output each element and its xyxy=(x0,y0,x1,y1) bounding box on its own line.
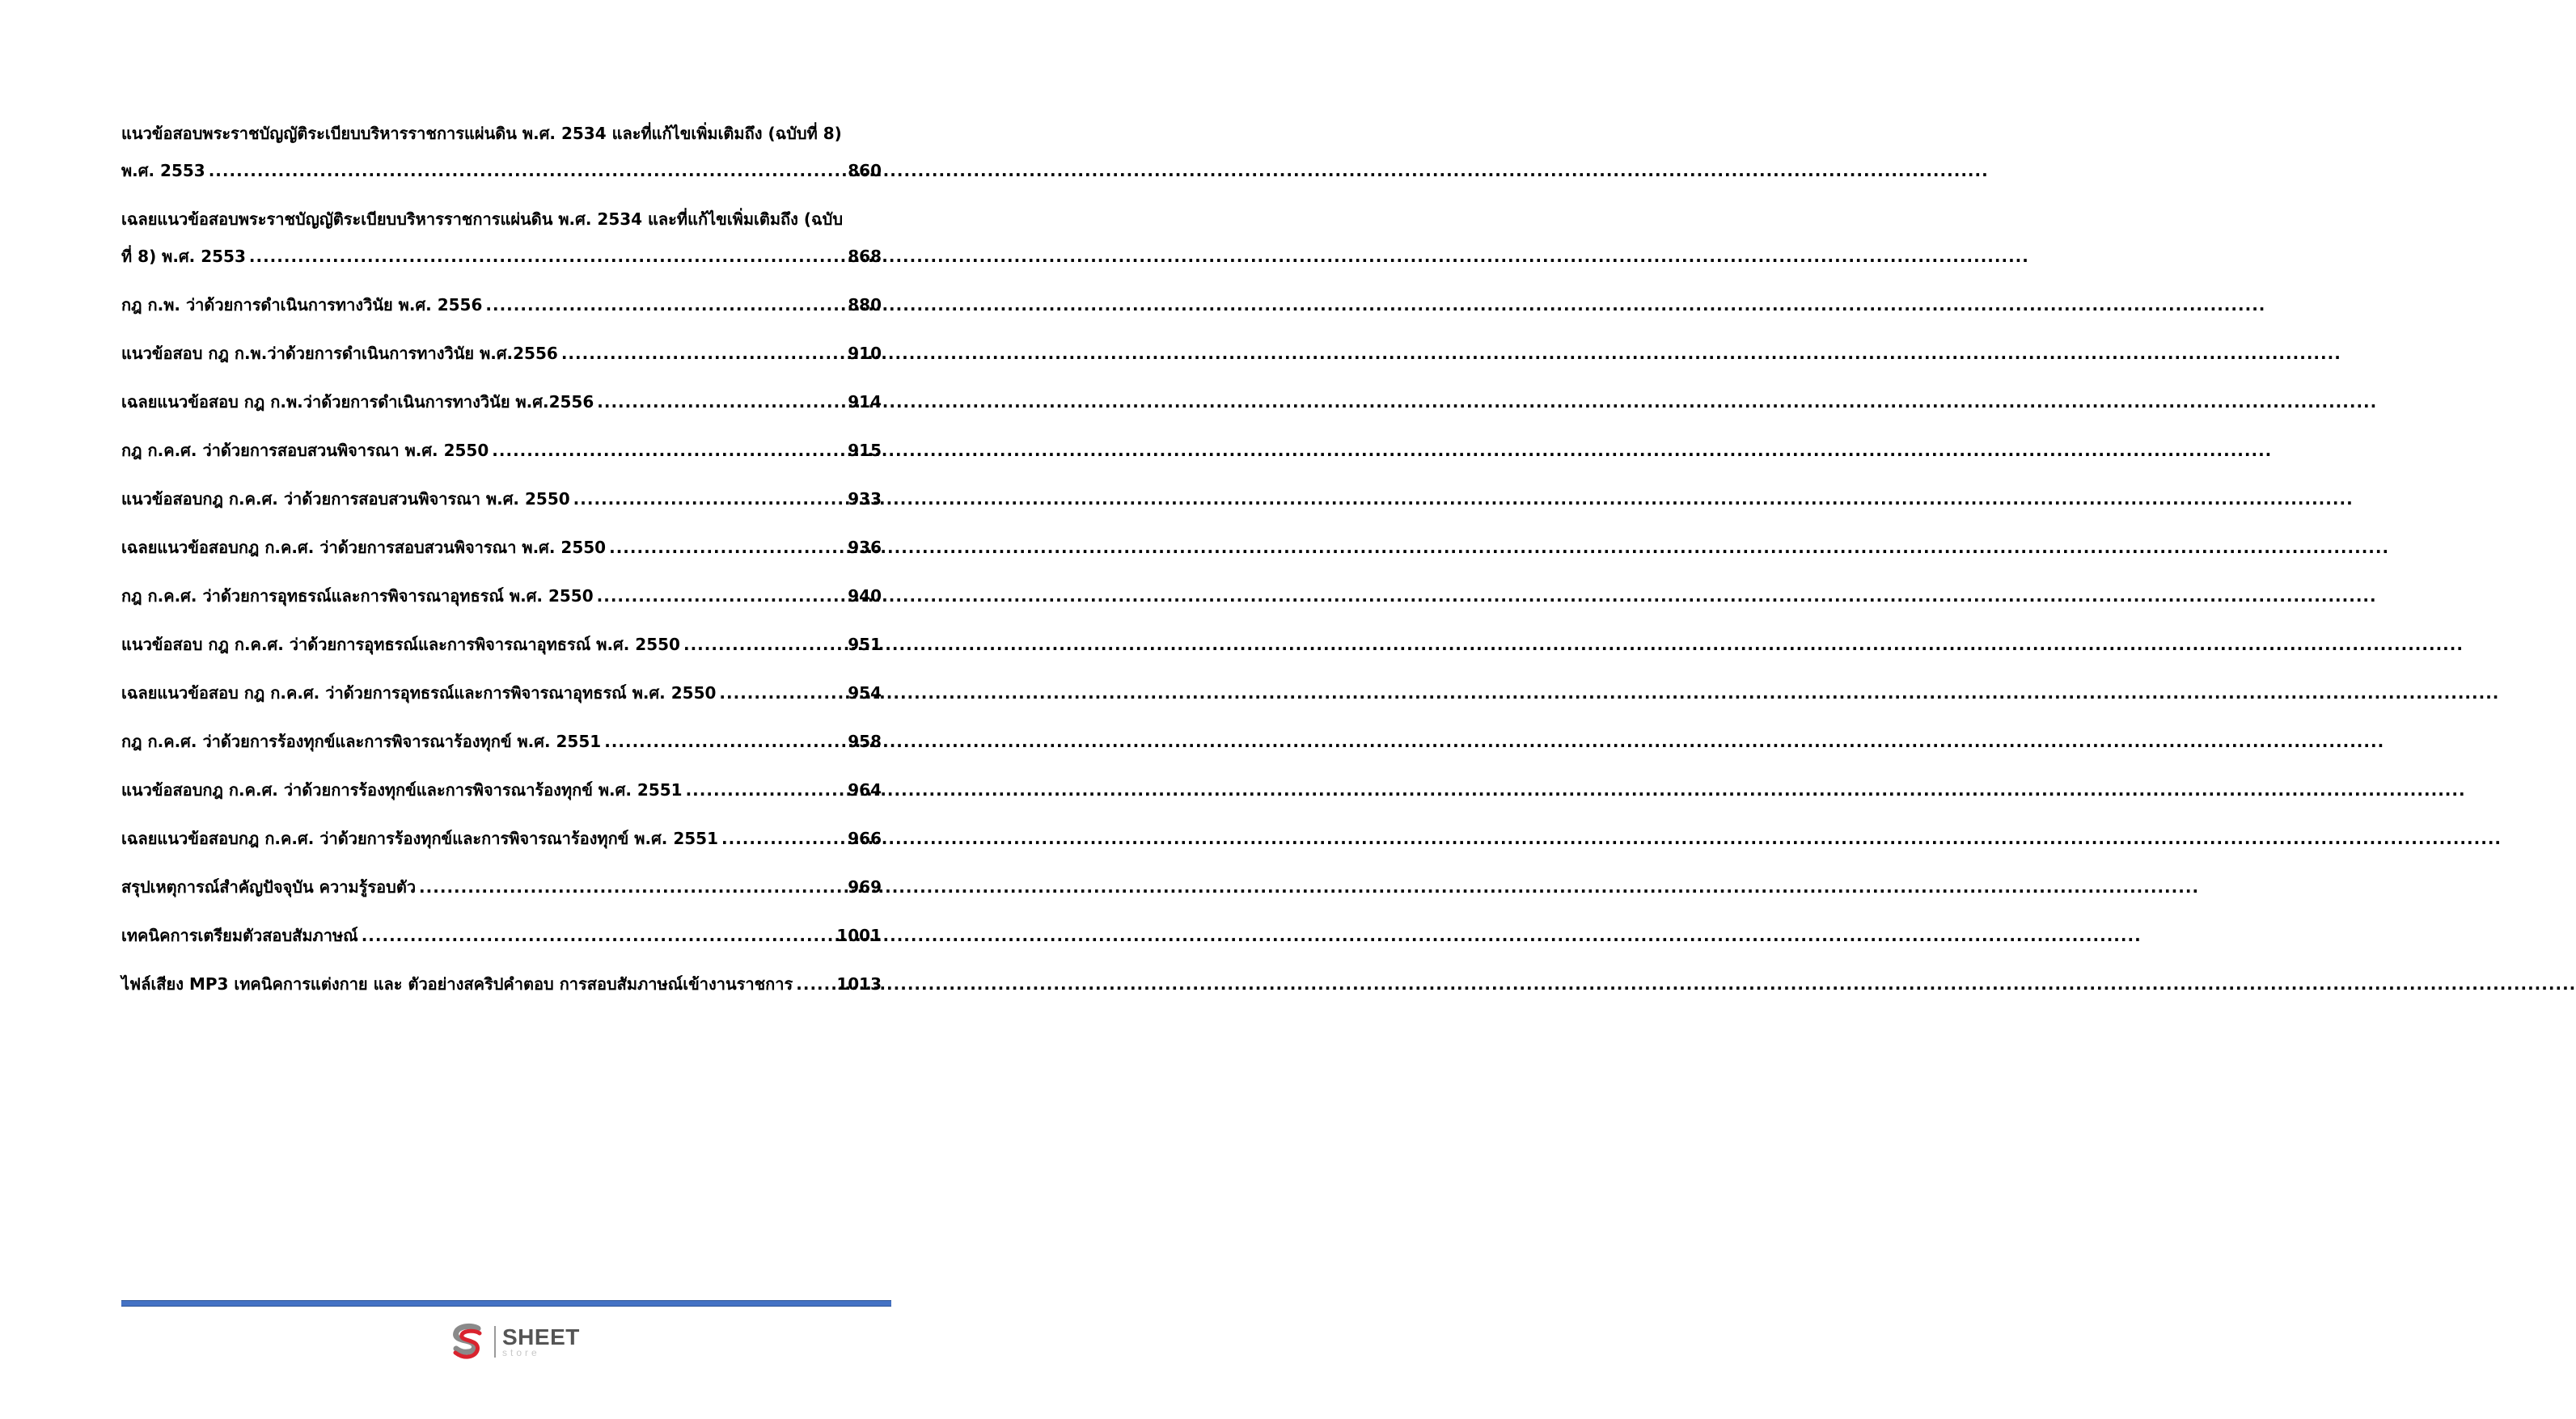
toc-entry-page: 868 xyxy=(848,247,882,266)
toc-entry-page: 936 xyxy=(848,538,882,557)
toc-entry[interactable] xyxy=(121,293,882,317)
toc-entry[interactable] xyxy=(121,632,882,657)
dot-leader xyxy=(683,632,844,657)
toc-entry[interactable] xyxy=(121,923,882,948)
toc-entry-title: พ.ศ. 2553 xyxy=(121,161,205,180)
toc-entry-page: 860 xyxy=(848,161,882,180)
toc-entry-title: ไฟล์เสียง MP3 เทคนิคการแต่งกาย และ ตัวอย่างสคริปคำตอบ การสอบสัมภาษณ์เข้างานราชการ xyxy=(121,974,793,994)
table-of-contents xyxy=(121,121,882,1020)
toc-entry-page: 933 xyxy=(848,489,882,509)
toc-entry-title: กฎ ก.ค.ศ. ว่าด้วยการอุทธรณ์และการพิจารณาอุทธรณ์ พ.ศ. 2550 xyxy=(121,586,594,606)
toc-entry[interactable] xyxy=(121,826,882,851)
toc-entry-title: สรุปเหตุการณ์สำคัญปัจจุบัน ความรู้รอบตัว xyxy=(121,877,417,897)
toc-entry-title: กฎ ก.ค.ศ. ว่าด้วยการร้องทุกข์และการพิจารณาร้องทุกข์ พ.ศ. 2551 xyxy=(121,732,602,751)
dot-leader xyxy=(796,972,833,996)
dot-leader xyxy=(209,158,845,183)
toc-entry-page: 1013 xyxy=(836,974,882,994)
toc-entry[interactable] xyxy=(121,438,882,462)
dot-leader xyxy=(604,729,844,754)
toc-entry[interactable] xyxy=(121,121,882,183)
toc-entry-title: เฉลยแนวข้อสอบ กฎ ก.พ.ว่าด้วยการดำเนินการทางวินัย พ.ศ.2556 xyxy=(121,392,594,412)
dot-leader xyxy=(573,487,845,511)
dot-leader xyxy=(362,923,834,948)
dot-leader xyxy=(485,293,844,317)
dot-leader xyxy=(609,535,844,560)
toc-entry-page: 915 xyxy=(848,441,882,460)
toc-entry[interactable] xyxy=(121,875,882,899)
toc-entry-page: 966 xyxy=(848,829,882,848)
toc-entry-page: 964 xyxy=(848,780,882,800)
toc-entry-title: เทคนิคการเตรียมตัวสอบสัมภาษณ์ xyxy=(121,926,358,945)
toc-entry-page: 954 xyxy=(848,683,882,703)
dot-leader xyxy=(561,341,844,365)
toc-entry-title: กฎ ก.ค.ศ. ว่าด้วยการสอบสวนพิจารณา พ.ศ. 2550 xyxy=(121,441,489,460)
toc-entry-page: 910 xyxy=(848,344,882,363)
toc-entry-page: 940 xyxy=(848,586,882,606)
sheet-store-logo xyxy=(449,1320,586,1363)
toc-entry-page: 951 xyxy=(848,635,882,654)
toc-entry[interactable] xyxy=(121,729,882,754)
toc-entry[interactable] xyxy=(121,681,882,705)
toc-entry[interactable] xyxy=(121,390,882,414)
logo-wordmark: SHEET xyxy=(502,1324,580,1349)
toc-entry[interactable] xyxy=(121,778,882,802)
sheet-store-s-icon xyxy=(449,1322,488,1361)
dot-leader xyxy=(249,244,844,268)
toc-entry[interactable] xyxy=(121,341,882,365)
toc-entry-page: 880 xyxy=(848,295,882,315)
dot-leader xyxy=(597,390,844,414)
toc-entry[interactable] xyxy=(121,207,882,268)
toc-entry-title-line1: เฉลยแนวข้อสอบพระราชบัญญัติระเบียบบริหารราชการแผ่นดิน พ.ศ. 2534 และที่แก้ไขเพิ่มเติมถึง (ฉบับ xyxy=(121,209,844,229)
toc-entry-title: เฉลยแนวข้อสอบกฎ ก.ค.ศ. ว่าด้วยการร้องทุกข์และการพิจารณาร้องทุกข์ พ.ศ. 2551 xyxy=(121,829,719,848)
toc-entry-title: แนวข้อสอบ กฎ ก.ค.ศ. ว่าด้วยการอุทธรณ์และการพิจารณาอุทธรณ์ พ.ศ. 2550 xyxy=(121,635,680,654)
toc-entry-title: แนวข้อสอบกฎ ก.ค.ศ. ว่าด้วยการสอบสวนพิจารณา พ.ศ. 2550 xyxy=(121,489,570,509)
dot-leader xyxy=(492,438,844,462)
toc-entry-title: เฉลยแนวข้อสอบกฎ ก.ค.ศ. ว่าด้วยการสอบสวนพิจารณา พ.ศ. 2550 xyxy=(121,538,607,557)
toc-entry-title: แนวข้อสอบกฎ ก.ค.ศ. ว่าด้วยการร้องทุกข์และการพิจารณาร้องทุกข์ พ.ศ. 2551 xyxy=(121,780,683,800)
toc-entry-page: 1001 xyxy=(836,926,882,945)
toc-entry[interactable] xyxy=(121,584,882,608)
toc-entry-page: 969 xyxy=(848,877,882,897)
toc-entry-title: เฉลยแนวข้อสอบ กฎ ก.ค.ศ. ว่าด้วยการอุทธรณ์และการพิจารณาอุทธรณ์ พ.ศ. 2550 xyxy=(121,683,717,703)
toc-entry-title: กฎ ก.พ. ว่าด้วยการดำเนินการทางวินัย พ.ศ. 2556 xyxy=(121,295,483,315)
toc-entry[interactable] xyxy=(121,972,882,996)
footer-rule xyxy=(121,1300,891,1307)
dot-leader xyxy=(419,875,844,899)
toc-entry[interactable] xyxy=(121,487,882,511)
dot-leader xyxy=(719,681,844,705)
toc-entry[interactable] xyxy=(121,535,882,560)
toc-entry-title: ที่ 8) พ.ศ. 2553 xyxy=(121,247,246,266)
toc-entry-title: แนวข้อสอบ กฎ ก.พ.ว่าด้วยการดำเนินการทางวินัย พ.ศ.2556 xyxy=(121,344,558,363)
toc-entry-page: 958 xyxy=(848,732,882,751)
dot-leader xyxy=(721,826,844,851)
dot-leader xyxy=(597,584,845,608)
toc-entry-title-line1: แนวข้อสอบพระราชบัญญัติระเบียบบริหารราชการแผ่นดิน พ.ศ. 2534 และที่แก้ไขเพิ่มเติมถึง (ฉบับที่ 8) xyxy=(121,124,842,143)
dot-leader xyxy=(686,778,845,802)
logo-subtext: store xyxy=(502,1346,540,1358)
toc-entry-page: 914 xyxy=(848,392,882,412)
